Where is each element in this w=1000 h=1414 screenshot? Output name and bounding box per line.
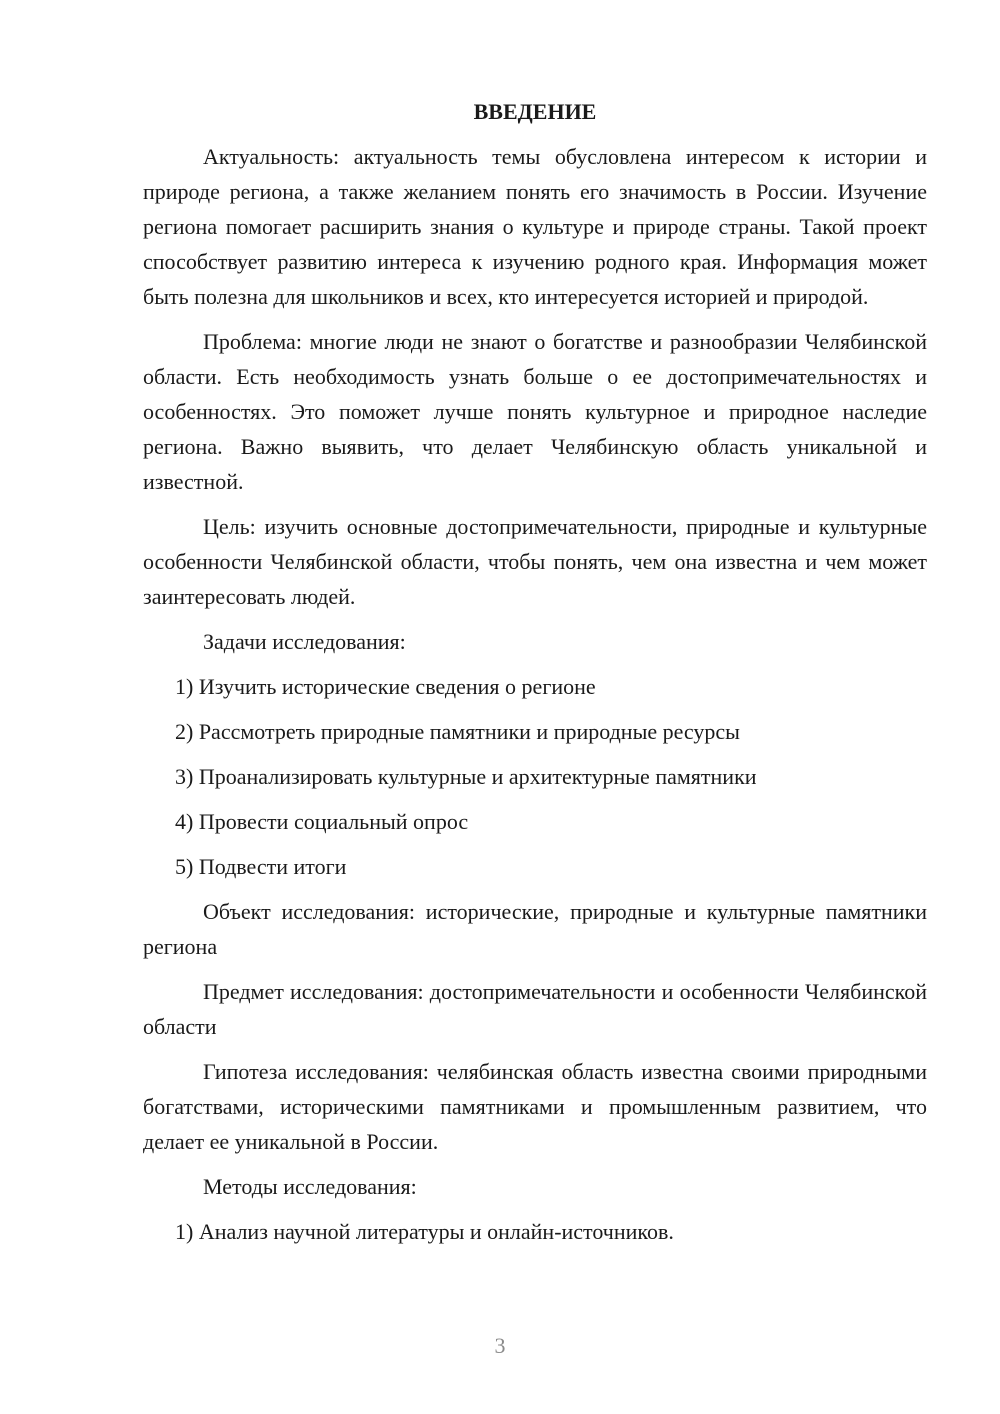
goal-paragraph: Цель: изучить основные достопримечательности, природные и культурные особенности Челябинской области, чтобы понять, чем она известна и чем может заинтересовать людей. (143, 514, 927, 609)
list-item: 1) Изучить исторические сведения о регионе (175, 674, 596, 699)
tasks-heading: Задачи исследования: (203, 629, 406, 654)
document-page (143, 94, 927, 1259)
methods-heading: Методы исследования: (203, 1174, 417, 1199)
object-paragraph: Объект исследования: исторические, природные и культурные памятники региона (143, 899, 927, 959)
list-item: 1) Анализ научной литературы и онлайн-источников. (175, 1219, 674, 1244)
list-item: 2) Рассмотреть природные памятники и природные ресурсы (175, 719, 740, 744)
list-item: 3) Проанализировать культурные и архитектурные памятники (175, 764, 757, 789)
page-number: 3 (494, 1333, 506, 1358)
relevance-paragraph: Актуальность: актуальность темы обусловлена интересом к истории и природе региона, а также желанием понять его значимость в России. Изучение региона помогает расширить знания о культуре и природе страны. Такой проект способствует развитию интереса к изучению родного края. Информация может быть полезна для школьников и всех, кто интересуется историей и природой. (143, 144, 927, 309)
section-title: ВВЕДЕНИЕ (473, 99, 597, 124)
list-item: 5) Подвести итоги (175, 854, 347, 879)
problem-paragraph: Проблема: многие люди не знают о богатстве и разнообразии Челябинской области. Есть необходимость узнать больше о ее достопримечательностях и особенностях. Это поможет лучше понять культурное и природное наследие региона. Важно выявить, что делает Челябинскую область уникальной и известной. (143, 329, 927, 494)
subject-paragraph: Предмет исследования: достопримечательности и особенности Челябинской области (143, 979, 927, 1039)
list-item: 4) Провести социальный опрос (175, 809, 469, 834)
hypothesis-paragraph: Гипотеза исследования: челябинская область известна своими природными богатствами, историческими памятниками и промышленным развитием, что делает ее уникальной в России. (143, 1059, 927, 1154)
